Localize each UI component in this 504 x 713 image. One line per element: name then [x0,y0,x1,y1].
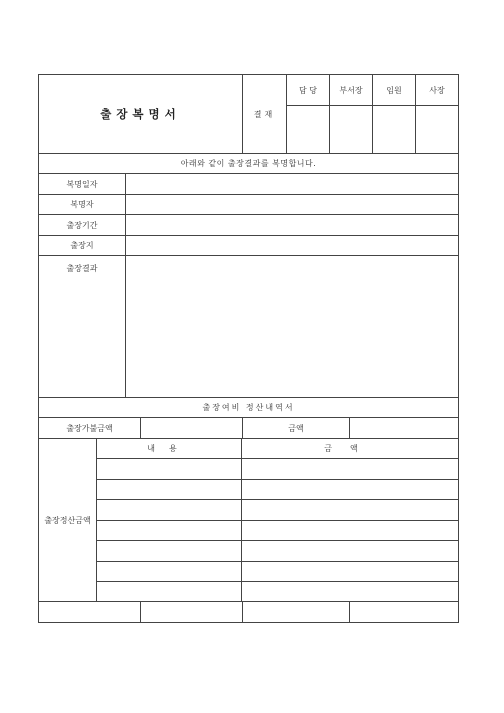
approver-executive: 임원 [373,75,416,106]
total-cell[interactable] [141,602,243,623]
reporter-field[interactable] [126,195,459,215]
signature-box-dept-head[interactable] [330,106,373,154]
expense-section-title: 출장여비 정산내역서 [39,398,459,418]
report-date-field[interactable] [126,174,459,195]
settlement-amount-label: 출장정산금액 [39,439,97,602]
totals-table [38,601,459,623]
approver-president: 사장 [416,75,459,106]
amount-value-field[interactable] [350,418,459,439]
advance-amount-label: 출장가불금액 [39,418,141,439]
amount-header: 금액 [242,439,459,459]
content-cell[interactable] [97,521,242,541]
signature-box-president[interactable] [416,106,459,154]
settlement-table [38,438,459,602]
content-cell[interactable] [97,480,242,500]
header-table [38,74,459,154]
approval-label: 결재 [243,75,287,154]
content-cell[interactable] [97,541,242,562]
expense-table [38,397,459,439]
total-cell[interactable] [243,602,350,623]
content-cell[interactable] [97,582,242,602]
amount-cell[interactable] [242,459,459,480]
total-cell[interactable] [39,602,141,623]
amount-cell[interactable] [242,521,459,541]
destination-field[interactable] [126,236,459,256]
content-cell[interactable] [97,562,242,582]
amount-cell[interactable] [242,500,459,521]
page-title: 출장복명서 [39,75,243,154]
amount-cell[interactable] [242,541,459,562]
trip-period-field[interactable] [126,215,459,236]
content-cell[interactable] [97,500,242,521]
amount-cell[interactable] [242,480,459,500]
total-cell[interactable] [350,602,459,623]
advance-amount-field[interactable] [141,418,243,439]
destination-label: 출장지 [39,236,126,256]
amount-label: 금액 [243,418,350,439]
report-table [38,153,459,398]
amount-cell[interactable] [242,582,459,602]
intro-text: 아래와 같이 출장결과를 복명합니다. [39,154,459,174]
approver-staff: 담 당 [287,75,330,106]
signature-box-staff[interactable] [287,106,330,154]
signature-box-executive[interactable] [373,106,416,154]
content-header: 내용 [97,439,242,459]
content-cell[interactable] [97,459,242,480]
trip-result-field[interactable] [126,256,459,398]
reporter-label: 복명자 [39,195,126,215]
trip-period-label: 출장기간 [39,215,126,236]
amount-cell[interactable] [242,562,459,582]
business-trip-report-form [38,74,458,623]
approver-dept-head: 부서장 [330,75,373,106]
trip-result-label: 출장결과 [39,256,126,398]
report-date-label: 복명일자 [39,174,126,195]
